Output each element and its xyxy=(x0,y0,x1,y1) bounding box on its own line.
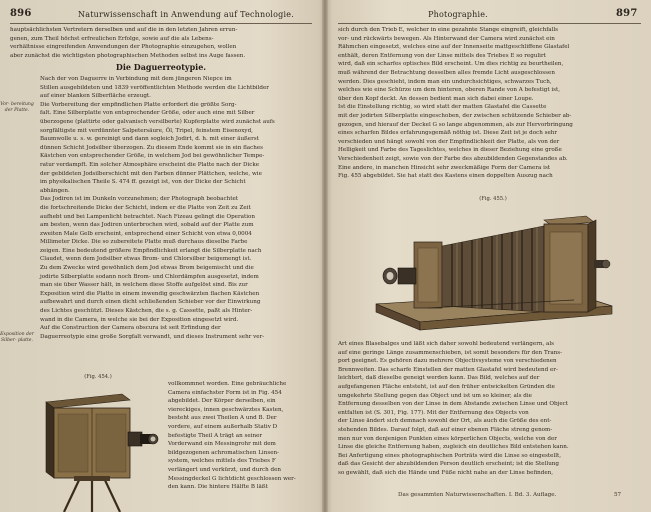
right-bottom-paragraphs: Art eines Blasebalges und läßt sich daher sowohl bedeutend verlängern, als auf eine geringe Länge zusammenschieben, ist somit besonders für den Trans- port geeignet. Es gehören dazu mehrere Objectivsysteme von verschiedenen Brennweiten. Das scharfe Einstellen der matten Glastafel wird bedeutend er- leichtert, daß dieselbe geneigt werden kann. Das Bild, welches auf der aufgefangenen Fläche entsteht, ist auf den früher entwickelten Gründen die umgekehrte Stellung gegen das Object und ist um so kleiner, als die Entfernung desselben von der Linse in dem Abstande zwischen Linse und Object entfalten ist (S. 301, Fig. 177). Mit der Entfernung des Objects von der Linse ändert sich demnach sowohl der Ort, als auch die Größe des ent- stehenden Bildes. Darauf folgt, daß auf einer ebenen Fläche streng genom- men nur von denjenigen Punkten eines körperlichen Objects, welche von der Linse die gleiche Entfernung haben, zugleich ein deutliches Bild entstehen kann. Bei Anfertigung eines photographischen Porträts wird die Linse so eingestellt, daß das Gesicht der abzubildenden Person deutlich erscheint; ist die Stellung so gewählt, daß sich die Hände und Füße nicht nahe an der Linse befinden, xyxy=(338,341,569,476)
left-page xyxy=(0,0,322,512)
left-page-number: 896 xyxy=(10,8,32,19)
bellows-camera-illustration xyxy=(368,196,618,336)
right-top-paragraphs: sich durch den Trieb E, welcher in eine gezahnte Stange eingreift, gleichfalls vor- und rückwärts bewegen. Als Hinterwand der Camera wird zunächst ein Rähmchen eingesetzt, welches eine auf der Innenseite mattgeschliffene Glastafel enthält, deren Entfernung von der Linse mittels des Triebes E so regulirt wird, daß ein scharfes optisches Bild erscheint. Um dies richtig zu beurtheilen, muß während der Betrachtung desselben alles fremde Licht ausgeschlossen werden. Dies geschieht, indem man ein undurchsichtiges, schwarzes Tuch, welches wie eine Schürze um dem hinteren, oberen Rande von A befestigt ist, über den Kopf deckt. An dessen bedient man sich dabei einer Loupe. Ist die Einstellung richtig, so wird statt der matten Glastafel die Cassette mit der jodirten Silberplatte eingeschoben, der zwischen schützende Schieber ab- gezogen, und hierauf der Deckel G so lange abgenommen, als zur Hervorbringung eines scharfen Bildes erfahrungsgemäß nöthig ist. Diese Zeit ist je doch sehr verschieden und hängt sowohl von der Empfindlichkeit der Platte, als von der Helligkeit und Farbe des Tageslichtes, welches in dieser Beziehung eine große Verschiedenheit zeigt, sowie von der Farbe des abzubildenden Gegenstandes ab. Eine andere, in manchen Hinsicht sehr zweckmäßige Form der Camera ist Fig. 455 abgebildet. Sie hat statt des Kastens einen doppelten Auszug nach xyxy=(338,27,573,180)
footer-signature-number: 57 xyxy=(614,492,622,498)
left-head-rule xyxy=(10,23,312,24)
right-head-rule xyxy=(338,23,641,24)
left-main-paragraphs: Nach der von Daguerre in Verbindung mit dem jüngeren Niepce im Stillen ausgebildeten und 1839 veröffentlichten Methode werden die Lichtbilder auf einer blanken Silberfläche erzeugt. Die Vorbereitung der empfindlichen Platte erfordert die größte Sorg- falt. Eine Silberplatte von entsprechender Größe, oder auch eine mit Silber überzogene (plattirte oder galvanisch versilberte) Kupferplatte wird zunächst aufs sorgfältigste mit verdünnter Salpetersäure, Öl, Tripel, feinstem Eisenoxyd, Baumwolle u. s. w. gereinigt und dann sogleich Jodirt, d. h. mit einer äußerst dünnen Schicht Jodsilber überzogen. Zu diesem Ende kommt sie in ein flaches Kästchen von entsprechender Größe, in welchem Jod bei gewöhnlicher Tempe- ratur verdampft. Ein solcher Atmosphäre erscheint die Platte nach der Dicke der gebildeten Jodsilberschicht mit den Farben dünner Plättchen, welche, wie im physikalischen Theile S. 474 ff. gezeigt ist, von der Dicke der Schicht abhängen. Das Jodiren ist im Dunkeln vorzunehmen; der Photograph beobachtet die fortschreitende Dicke der Schicht, indem er die Platte von Zeit zu Zeit aufhebt und bei Lampenlicht betrachtet. Nach Fizeau gelingt die Operation am besten, wenn das Jodiren unterbrochen wird, sobald auf der Platte zum zweiten Male Gelb erscheint, entsprechend einer Schicht von etwa 0,0004 Millimeter Dicke. Die so zubereitete Platte muß durchaus dieselbe Farbe zeigen. Eine bedeutend größere Empfindlichkeit erlangt die Silberplatte nach Claudet, wenn dem Jodsilber etwas Brom- und Chlorsilber beigemengt ist. Zu dem Zwecke wird gewöhnlich dem Jod etwas Brom beigemischt und die jodirte Silberplatte sodann noch Brom- und Chlordämpfen ausgesetzt, indem man sie über Wasser hält, in welchem diese Stoffe aufgelöst sind. Bis zur Exposition wird die Platte in einem inwendig geschwärzten flachen Kästchen aufbewahrt und durch einen dicht schließenden Schieber vor der Einwirkung des Lichtes geschützt. Dieses Kästchen, die s. g. Cassette, paßt als Hinter- wand in die Camera, in welche sie bei der Exposition eingesetzt wird. Auf die Construction der Camera obscura ist seit Erfindung der Daguerreotypie eine große Sorgfalt verwandt, und dieses Instrument sehr ver- xyxy=(40,76,275,340)
section-heading: Die Daguerreotypie. xyxy=(115,62,207,72)
right-page-number: 897 xyxy=(616,8,638,19)
figure-455 xyxy=(368,196,618,336)
figure-455-caption: (Fig. 455.) xyxy=(479,196,507,202)
left-figure-side-paragraph: vollkommnet worden. Eine gebräuchliche Camera einfachster Form ist in Fig. 454 abgebildet. Der Körper derselben, ein viereckiges, innen geschwärztes Kasten, besteht aus zwei Theilen A und B. Der vordere, auf einem außerhalb Stativ D befestigte Theil A trägt an seiner Vorderwand ein Messingrohr mit dem bildgezogenen achromatischen Linsen- system, welches mittels des Triebes F verlängert und verkürzt, und durch den Messingdeckel G lichtdicht geschlossen wer- den kann. Die hintere Hälfte B läßt xyxy=(168,381,296,491)
left-intro-paragraph: hauptsächlichsten Vertretern derselben und auf die in den letzten Jahren errun- genen, zum Theil höchst erfreulichen Erfolge, sowie auf die als Lebens- verhältnisse eingreifenden Anwendungen der Photographie einzugehen, wollen aber zunächst die wichtigsten photographischen Methoden selbst ins Auge fassen. xyxy=(10,27,246,59)
figure-454 xyxy=(34,374,162,512)
right-running-head: Photographie. xyxy=(428,10,488,19)
margin-note-preparation: Vor- bereitung der Platte. xyxy=(0,102,34,113)
right-page xyxy=(328,0,651,512)
figure-454-caption: (Fig. 454.) xyxy=(84,374,112,380)
footer-book-title: Das gesammten Naturwissenschaften. I. Bd. 3. Auflage. xyxy=(398,492,557,498)
left-running-head: Naturwissenschaft in Anwendung auf Technologie. xyxy=(78,10,294,19)
box-camera-illustration xyxy=(34,374,162,512)
margin-note-exposure: Exposition der Silber- platte. xyxy=(0,332,34,343)
